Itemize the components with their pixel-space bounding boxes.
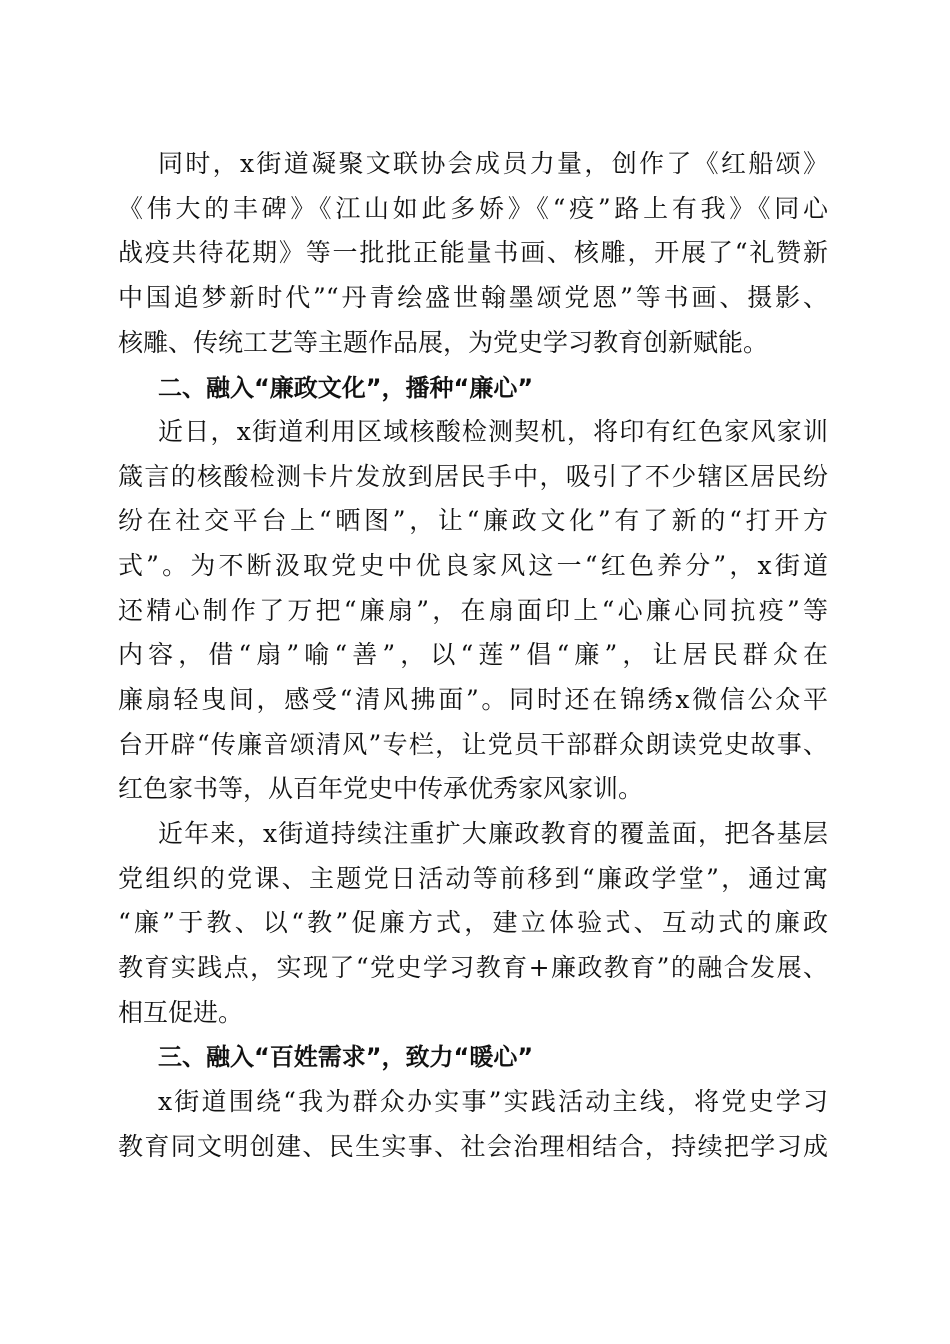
paragraph-2-line-1: 近日，x街道利用区域核酸检测契机，将印有红色家风家训 xyxy=(158,417,828,446)
paragraph-2-line-7: 廉扇轻曳间，感受“清风拂面”。同时还在锦绣x微信公众平 xyxy=(118,685,828,714)
paragraph-4-line-1: x街道围绕“我为群众办实事”实践活动主线，将党史学习 xyxy=(158,1087,828,1116)
paragraph-1-line-3: 战疫共待花期》等一批批正能量书画、核雕，开展了“礼赞新 xyxy=(118,238,828,267)
paragraph-2-line-3: 纷在社交平台上“晒图”，让“廉政文化”有了新的“打开方 xyxy=(118,506,828,535)
paragraph-1-line-5: 核雕、传统工艺等主题作品展，为党史学习教育创新赋能。 xyxy=(118,328,769,357)
section-heading-3: 三、融入“百姓需求”，致力“暖心” xyxy=(158,1043,534,1071)
paragraph-3-line-2: 党组织的党课、主题党日活动等前移到“廉政学堂”，通过寓 xyxy=(118,864,828,893)
paragraph-2-line-6: 内容，借“扇”喻“善”，以“莲”倡“廉”，让居民群众在 xyxy=(118,640,828,669)
paragraph-2-line-4: 式”。为不断汲取党史中优良家风这一“红色养分”，x街道 xyxy=(118,551,828,580)
paragraph-3-line-4: 教育实践点，实现了“党史学习教育+廉政教育”的融合发展、 xyxy=(118,953,828,982)
paragraph-3-line-1: 近年来，x街道持续注重扩大廉政教育的覆盖面，把各基层 xyxy=(158,819,828,848)
paragraph-2-line-8: 台开辟“传廉音颂清风”专栏，让党员干部群众朗读党史故事、 xyxy=(118,730,828,759)
paragraph-1-line-2: 《伟大的丰碑》《江山如此多娇》《“疫”路上有我》《同心 xyxy=(118,194,828,223)
paragraph-2-line-5: 还精心制作了万把“廉扇”，在扇面印上“心廉心同抗疫”等 xyxy=(118,596,828,625)
paragraph-3-line-3: “廉”于教、以“教”促廉方式，建立体验式、互动式的廉政 xyxy=(118,908,828,937)
section-heading-2: 二、融入“廉政文化”，播种“廉心” xyxy=(158,374,534,402)
paragraph-1-line-1: 同时，x街道凝聚文联协会成员力量，创作了《红船颂》 xyxy=(158,149,828,178)
paragraph-2-line-2: 箴言的核酸检测卡片发放到居民手中，吸引了不少辖区居民纷 xyxy=(118,462,828,491)
paragraph-1-line-4: 中国追梦新时代”“丹青绘盛世翰墨颂党恩”等书画、摄影、 xyxy=(118,283,828,312)
paragraph-4-line-2: 教育同文明创建、民生实事、社会治理相结合，持续把学习成 xyxy=(118,1132,828,1161)
paragraph-3-line-5: 相互促进。 xyxy=(118,998,244,1027)
paragraph-2-line-9: 红色家书等，从百年党史中传承优秀家风家训。 xyxy=(118,774,644,803)
